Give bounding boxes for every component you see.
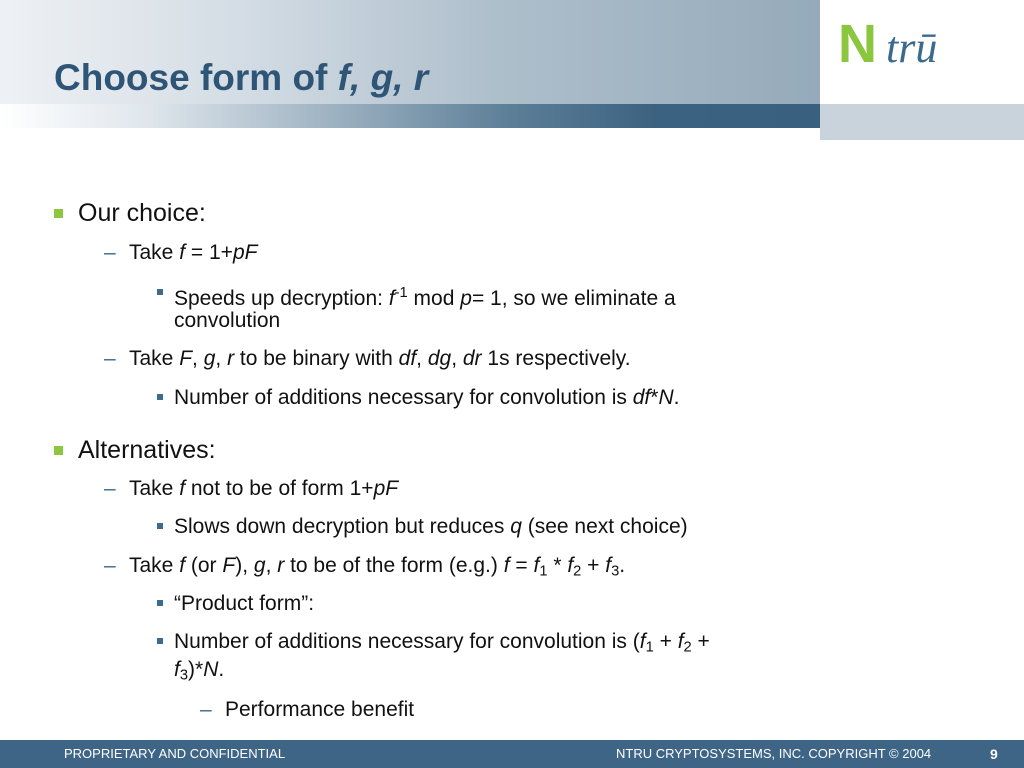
text: Number of additions necessary for convolution is ( [174,630,640,653]
text: = 1, so we eliminate a [471,287,676,311]
item-take-binary [129,345,631,373]
bullet-square-icon [54,446,63,455]
item-product-form: “Product form”: [174,592,315,615]
item-num-additions-2-cont [174,656,224,690]
text: + [653,630,678,653]
var-F: F [179,347,193,370]
var-df: df [398,347,417,370]
text: ), [235,554,254,577]
var-pF: pF [373,477,399,500]
title-comma-1: , [350,57,371,98]
footer-bar [0,740,1024,768]
bullet-our-choice: Our choice: [78,199,206,227]
bullet-small-icon [157,289,163,295]
var-N: N [658,386,674,409]
superscript: -1 [394,285,408,301]
logo-n: N [838,14,875,74]
var-g: g [253,554,266,577]
item-slows-down [174,513,688,541]
var-f2: f [567,554,574,577]
text: to be of the form (e.g.) [284,554,504,577]
var-f2: f [677,630,684,653]
text: , [265,554,278,577]
text: + [581,554,606,577]
var-f3: f [174,658,180,681]
text: * [650,386,659,409]
var-f: f [179,477,186,500]
item-speeds-up-cont: convolution [174,309,281,332]
text: Take [129,347,180,370]
dash-icon: – [200,698,212,721]
text: , [451,347,463,370]
title-comma-2: , [393,57,414,98]
var-f1: f [533,554,540,577]
bullet-square-icon [54,209,63,218]
footer-right: NTRU CRYPTOSYSTEMS, INC. COPYRIGHT © 2004 [616,746,932,761]
bullet-alternatives: Alternatives: [78,436,216,464]
text: , [192,347,204,370]
text: Speeds up decryption: [174,287,389,311]
text: Take [129,477,180,500]
bullet-small-icon [157,394,163,400]
title-f: f [337,57,350,98]
text: Number of additions necessary for convolution is [174,386,633,409]
text: + [691,630,710,653]
var-f: f [179,241,186,264]
subscript: 1 [645,639,654,656]
logo-tru: trū [886,23,938,72]
dash-icon: – [104,477,116,500]
footer-left: PROPRIETARY AND CONFIDENTIAL [64,746,286,761]
text: = 1+ [185,241,233,264]
title-g: g [370,57,394,98]
var-r: r [227,347,235,370]
var-f: f [179,554,186,577]
var-g: g [203,347,216,370]
var-f: f [503,554,510,577]
var-N: N [203,658,219,681]
item-take-f-not [129,475,398,503]
var-dr: dr [462,347,482,370]
subscript: 1 [539,563,548,580]
title-prefix: Choose form of [54,57,338,98]
text: , [215,347,228,370]
text: . [619,554,626,577]
var-f3: f [605,554,612,577]
text: . [218,658,225,681]
var-r: r [277,554,285,577]
subscript: 3 [611,563,620,580]
item-take-product [129,552,625,586]
var-f1: f [639,630,646,653]
item-num-additions-1 [174,384,679,412]
page-number: 9 [990,746,998,762]
title-r: r [413,57,429,98]
dash-icon: – [104,347,116,370]
bullet-small-icon [157,523,163,529]
text: = [509,554,534,577]
text: Take [129,554,180,577]
subscript: 2 [573,563,582,580]
text: not to be of form 1+ [185,477,374,500]
text: 1s respectively. [481,347,631,370]
var-p: p [460,287,472,311]
text: to be binary with [234,347,399,370]
text: Slows down decryption but reduces [174,515,511,538]
subscript: 2 [683,639,692,656]
text: Take [129,241,180,264]
bullet-small-icon [157,600,163,606]
var-pF: pF [232,241,258,264]
var-df: df [632,386,651,409]
var-F: F [222,554,236,577]
text: , [416,347,428,370]
text: )* [188,658,204,681]
text: (see next choice) [521,515,688,538]
text: (or [185,554,223,577]
subscript: 3 [179,667,189,684]
dash-icon: – [104,241,116,264]
var-q: q [510,515,522,538]
dash-icon: – [104,554,116,577]
text: * [547,554,568,577]
item-take-f-1pF [129,239,257,267]
text: mod [407,287,461,311]
text: . [673,386,680,409]
item-num-additions-2 [174,628,710,662]
bullet-small-icon [157,638,163,644]
var-dg: dg [427,347,452,370]
var-f: f [388,287,395,311]
item-performance-benefit: Performance benefit [225,698,415,721]
